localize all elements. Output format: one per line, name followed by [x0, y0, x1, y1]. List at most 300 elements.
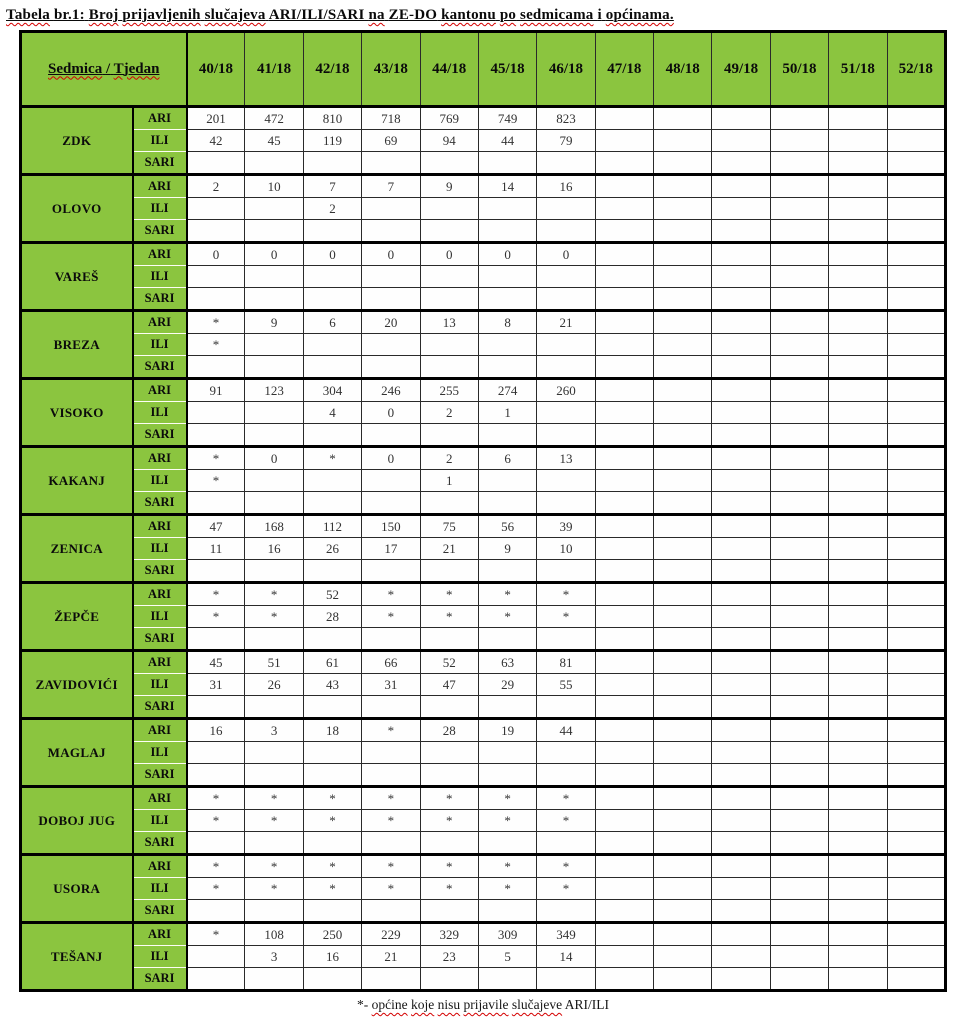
data-cell — [303, 832, 361, 855]
data-cell — [712, 946, 770, 968]
text-word: na — [368, 7, 385, 23]
data-cell — [362, 198, 420, 220]
data-cell — [478, 968, 536, 991]
data-cell — [887, 628, 945, 651]
data-cell — [654, 175, 712, 198]
data-cell — [887, 742, 945, 764]
row-type-label: ILI — [133, 402, 187, 424]
data-cell — [245, 198, 303, 220]
municipality-label: DOBOJ JUG — [21, 787, 133, 855]
data-cell — [303, 492, 361, 515]
table-body — [21, 107, 946, 991]
data-cell: * — [478, 878, 536, 900]
data-cell — [420, 742, 478, 764]
data-cell: 260 — [537, 379, 595, 402]
data-cell — [478, 198, 536, 220]
data-cell: * — [420, 878, 478, 900]
data-cell: 3 — [245, 946, 303, 968]
table-row — [21, 560, 946, 583]
data-cell: * — [420, 787, 478, 810]
data-cell: 10 — [537, 538, 595, 560]
data-cell — [770, 810, 828, 832]
data-cell — [770, 492, 828, 515]
table-row — [21, 696, 946, 719]
data-cell — [887, 538, 945, 560]
data-cell — [420, 628, 478, 651]
data-cell: 61 — [303, 651, 361, 674]
data-cell — [595, 538, 653, 560]
data-cell — [478, 560, 536, 583]
table-row — [21, 923, 946, 946]
row-type-label: SARI — [133, 696, 187, 719]
data-cell: 0 — [245, 447, 303, 470]
data-cell — [712, 311, 770, 334]
data-cell — [770, 311, 828, 334]
data-cell — [303, 696, 361, 719]
data-cell: * — [303, 447, 361, 470]
data-cell: * — [245, 606, 303, 628]
row-type-label: ILI — [133, 334, 187, 356]
data-cell: 123 — [245, 379, 303, 402]
data-cell — [187, 764, 245, 787]
data-cell: 13 — [537, 447, 595, 470]
data-cell — [362, 152, 420, 175]
table-row — [21, 424, 946, 447]
data-cell — [245, 470, 303, 492]
data-cell — [187, 742, 245, 764]
row-type-label: SARI — [133, 356, 187, 379]
data-cell — [712, 855, 770, 878]
data-cell — [362, 764, 420, 787]
data-cell — [303, 470, 361, 492]
data-cell — [420, 356, 478, 379]
data-cell: 66 — [362, 651, 420, 674]
data-cell — [537, 742, 595, 764]
municipality-label: OLOVO — [21, 175, 133, 243]
data-cell: * — [362, 878, 420, 900]
data-cell: 10 — [245, 175, 303, 198]
data-cell: 9 — [420, 175, 478, 198]
data-cell: 69 — [362, 130, 420, 152]
data-cell — [770, 152, 828, 175]
data-cell: 0 — [362, 243, 420, 266]
data-cell — [829, 855, 887, 878]
data-cell — [303, 220, 361, 243]
data-cell — [537, 424, 595, 447]
data-cell — [303, 900, 361, 923]
table-row — [21, 107, 946, 130]
data-cell — [303, 764, 361, 787]
table-row — [21, 220, 946, 243]
table-row — [21, 130, 946, 152]
data-cell: * — [303, 810, 361, 832]
table-row — [21, 832, 946, 855]
data-cell — [595, 968, 653, 991]
data-cell — [420, 832, 478, 855]
text-word: Tjedan — [113, 60, 160, 77]
data-cell — [829, 538, 887, 560]
text-word: slučajeve — [511, 997, 563, 1012]
data-cell — [537, 356, 595, 379]
data-cell — [829, 719, 887, 742]
data-cell: * — [537, 810, 595, 832]
data-cell — [537, 288, 595, 311]
municipality-label: KAKANJ — [21, 447, 133, 515]
data-cell — [887, 152, 945, 175]
corner-header-sedmica-tjedan — [21, 32, 187, 107]
data-cell: 23 — [420, 946, 478, 968]
data-cell — [362, 560, 420, 583]
data-cell — [595, 288, 653, 311]
data-cell: * — [245, 855, 303, 878]
data-cell — [362, 266, 420, 288]
data-cell: 7 — [303, 175, 361, 198]
text-word: slučajeva — [204, 7, 266, 23]
data-cell — [187, 832, 245, 855]
data-cell — [478, 628, 536, 651]
text-word: Sedmica — [48, 60, 103, 77]
data-cell — [537, 402, 595, 424]
data-cell: 5 — [478, 946, 536, 968]
row-type-label: ILI — [133, 946, 187, 968]
data-cell — [829, 810, 887, 832]
data-cell — [712, 356, 770, 379]
data-cell: * — [187, 470, 245, 492]
row-type-label: SARI — [133, 152, 187, 175]
data-cell: 2 — [187, 175, 245, 198]
data-cell: 255 — [420, 379, 478, 402]
data-cell — [770, 243, 828, 266]
data-cell — [303, 424, 361, 447]
text-word: Tabela — [6, 7, 50, 23]
data-cell — [595, 311, 653, 334]
data-cell: * — [187, 855, 245, 878]
row-type-label: SARI — [133, 560, 187, 583]
row-type-label: ARI — [133, 515, 187, 538]
data-cell — [478, 424, 536, 447]
municipality-label: ZAVIDOVIĆI — [21, 651, 133, 719]
data-cell — [829, 560, 887, 583]
data-cell — [887, 130, 945, 152]
data-cell — [245, 288, 303, 311]
data-cell — [420, 198, 478, 220]
data-cell — [303, 334, 361, 356]
data-cell — [887, 243, 945, 266]
data-cell: * — [478, 583, 536, 606]
table-row — [21, 379, 946, 402]
data-cell — [887, 855, 945, 878]
data-cell — [712, 130, 770, 152]
data-cell: * — [187, 447, 245, 470]
data-cell: 26 — [245, 674, 303, 696]
data-cell: 304 — [303, 379, 361, 402]
row-type-label: ILI — [133, 742, 187, 764]
data-cell — [770, 923, 828, 946]
data-cell — [595, 243, 653, 266]
data-cell — [770, 606, 828, 628]
row-type-label: ILI — [133, 674, 187, 696]
row-type-label: ARI — [133, 311, 187, 334]
table-row — [21, 266, 946, 288]
data-cell: * — [478, 855, 536, 878]
data-cell — [887, 787, 945, 810]
data-cell — [712, 606, 770, 628]
data-cell — [887, 946, 945, 968]
data-cell — [303, 152, 361, 175]
data-cell — [887, 334, 945, 356]
text-word: br.1: — [53, 7, 85, 23]
data-cell — [829, 651, 887, 674]
table-row — [21, 968, 946, 991]
data-cell — [595, 175, 653, 198]
municipality-label: ZENICA — [21, 515, 133, 583]
data-cell — [712, 198, 770, 220]
data-cell — [712, 583, 770, 606]
data-cell — [187, 152, 245, 175]
municipality-label: VAREŠ — [21, 243, 133, 311]
data-cell — [654, 356, 712, 379]
data-cell — [654, 424, 712, 447]
data-cell — [829, 266, 887, 288]
text-word: ZE-DO — [388, 7, 438, 23]
data-cell: * — [420, 606, 478, 628]
table-row — [21, 787, 946, 810]
data-cell: 94 — [420, 130, 478, 152]
col-header-week: 43/18 — [362, 32, 420, 107]
table-row — [21, 152, 946, 175]
data-cell: 749 — [478, 107, 536, 130]
data-cell — [829, 674, 887, 696]
data-cell — [245, 152, 303, 175]
data-cell — [187, 968, 245, 991]
data-cell: 19 — [478, 719, 536, 742]
data-cell — [829, 198, 887, 220]
data-cell: 51 — [245, 651, 303, 674]
row-type-label: ARI — [133, 855, 187, 878]
data-cell: 79 — [537, 130, 595, 152]
data-cell — [537, 334, 595, 356]
data-cell — [303, 968, 361, 991]
data-cell: 108 — [245, 923, 303, 946]
data-cell — [654, 696, 712, 719]
data-cell — [595, 674, 653, 696]
text-word: Broj — [88, 7, 119, 23]
municipality-label: MAGLAJ — [21, 719, 133, 787]
municipality-label: ZDK — [21, 107, 133, 175]
data-cell: * — [303, 855, 361, 878]
data-cell — [770, 787, 828, 810]
data-cell: * — [362, 606, 420, 628]
data-cell — [712, 243, 770, 266]
data-cell — [187, 424, 245, 447]
data-cell: 8 — [478, 311, 536, 334]
data-cell — [712, 515, 770, 538]
data-cell: 0 — [187, 243, 245, 266]
data-cell — [829, 606, 887, 628]
data-cell — [654, 832, 712, 855]
data-cell — [712, 651, 770, 674]
text-word: prijavljenih — [122, 7, 201, 23]
data-cell — [537, 492, 595, 515]
table-row — [21, 946, 946, 968]
data-cell: 21 — [362, 946, 420, 968]
data-cell: 112 — [303, 515, 361, 538]
text-word: ARI/ILI — [564, 997, 609, 1012]
data-cell — [829, 288, 887, 311]
data-cell — [362, 832, 420, 855]
data-cell — [829, 492, 887, 515]
data-cell: 718 — [362, 107, 420, 130]
data-cell — [829, 470, 887, 492]
text-word: općinama. — [605, 7, 674, 23]
data-cell — [770, 266, 828, 288]
data-cell — [770, 130, 828, 152]
data-cell: 1 — [478, 402, 536, 424]
data-cell — [654, 787, 712, 810]
data-cell — [595, 628, 653, 651]
data-cell — [245, 220, 303, 243]
table-row — [21, 311, 946, 334]
data-cell — [654, 334, 712, 356]
data-cell — [770, 447, 828, 470]
data-cell — [420, 288, 478, 311]
data-cell — [654, 810, 712, 832]
data-cell — [654, 130, 712, 152]
data-cell — [595, 220, 653, 243]
data-cell — [654, 492, 712, 515]
data-cell — [595, 447, 653, 470]
data-cell — [770, 583, 828, 606]
municipality-label: USORA — [21, 855, 133, 923]
data-cell — [187, 220, 245, 243]
data-cell — [770, 175, 828, 198]
table-row — [21, 628, 946, 651]
data-cell — [829, 152, 887, 175]
data-cell: 11 — [187, 538, 245, 560]
table-row — [21, 175, 946, 198]
data-cell — [654, 243, 712, 266]
data-cell — [654, 628, 712, 651]
data-cell — [887, 696, 945, 719]
data-cell — [478, 900, 536, 923]
data-cell — [829, 696, 887, 719]
data-cell — [712, 832, 770, 855]
col-header-week: 42/18 — [303, 32, 361, 107]
data-cell — [478, 492, 536, 515]
data-cell: 150 — [362, 515, 420, 538]
text-word: općine — [371, 997, 408, 1012]
data-cell: 26 — [303, 538, 361, 560]
row-type-label: ILI — [133, 810, 187, 832]
data-cell — [770, 742, 828, 764]
data-cell — [187, 288, 245, 311]
data-cell — [887, 560, 945, 583]
data-cell — [595, 787, 653, 810]
data-cell — [654, 606, 712, 628]
data-cell — [245, 968, 303, 991]
data-cell: 0 — [478, 243, 536, 266]
data-cell — [770, 628, 828, 651]
data-cell — [478, 356, 536, 379]
row-type-label: ILI — [133, 266, 187, 288]
data-cell: 6 — [478, 447, 536, 470]
data-cell: 823 — [537, 107, 595, 130]
data-cell — [654, 719, 712, 742]
data-cell — [420, 900, 478, 923]
row-type-label: ARI — [133, 447, 187, 470]
data-cell — [245, 696, 303, 719]
data-cell — [887, 402, 945, 424]
data-cell — [712, 900, 770, 923]
table-row — [21, 583, 946, 606]
data-cell — [537, 764, 595, 787]
data-cell — [887, 266, 945, 288]
data-cell — [595, 560, 653, 583]
data-cell — [420, 696, 478, 719]
data-cell — [829, 220, 887, 243]
data-cell — [654, 470, 712, 492]
data-cell — [712, 810, 770, 832]
data-cell — [829, 175, 887, 198]
col-header-week: 46/18 — [537, 32, 595, 107]
data-cell: 28 — [420, 719, 478, 742]
data-cell: 47 — [187, 515, 245, 538]
data-cell — [770, 515, 828, 538]
row-type-label: ARI — [133, 787, 187, 810]
data-cell — [245, 628, 303, 651]
data-cell — [770, 107, 828, 130]
municipality-label: BREZA — [21, 311, 133, 379]
data-cell: 309 — [478, 923, 536, 946]
data-cell: 274 — [478, 379, 536, 402]
data-cell — [187, 628, 245, 651]
data-cell — [362, 696, 420, 719]
data-cell: * — [478, 810, 536, 832]
data-cell — [829, 900, 887, 923]
data-cell — [829, 379, 887, 402]
data-cell: 246 — [362, 379, 420, 402]
data-cell — [829, 356, 887, 379]
data-cell — [303, 288, 361, 311]
data-cell — [654, 288, 712, 311]
data-cell — [654, 742, 712, 764]
data-cell — [654, 447, 712, 470]
text-word: kantonu — [441, 7, 496, 23]
data-cell: * — [245, 810, 303, 832]
data-cell — [595, 946, 653, 968]
data-cell — [654, 379, 712, 402]
row-type-label: SARI — [133, 968, 187, 991]
data-cell — [887, 175, 945, 198]
data-cell — [887, 878, 945, 900]
data-cell — [362, 220, 420, 243]
data-cell — [478, 764, 536, 787]
data-cell: 31 — [362, 674, 420, 696]
row-type-label: ARI — [133, 583, 187, 606]
data-cell — [420, 220, 478, 243]
data-cell — [245, 764, 303, 787]
row-type-label: ARI — [133, 243, 187, 266]
data-cell — [887, 379, 945, 402]
row-type-label: ARI — [133, 107, 187, 130]
row-type-label: SARI — [133, 764, 187, 787]
data-cell — [362, 900, 420, 923]
table-row — [21, 470, 946, 492]
data-cell — [362, 288, 420, 311]
data-cell — [187, 946, 245, 968]
data-cell — [654, 402, 712, 424]
data-cell: 17 — [362, 538, 420, 560]
